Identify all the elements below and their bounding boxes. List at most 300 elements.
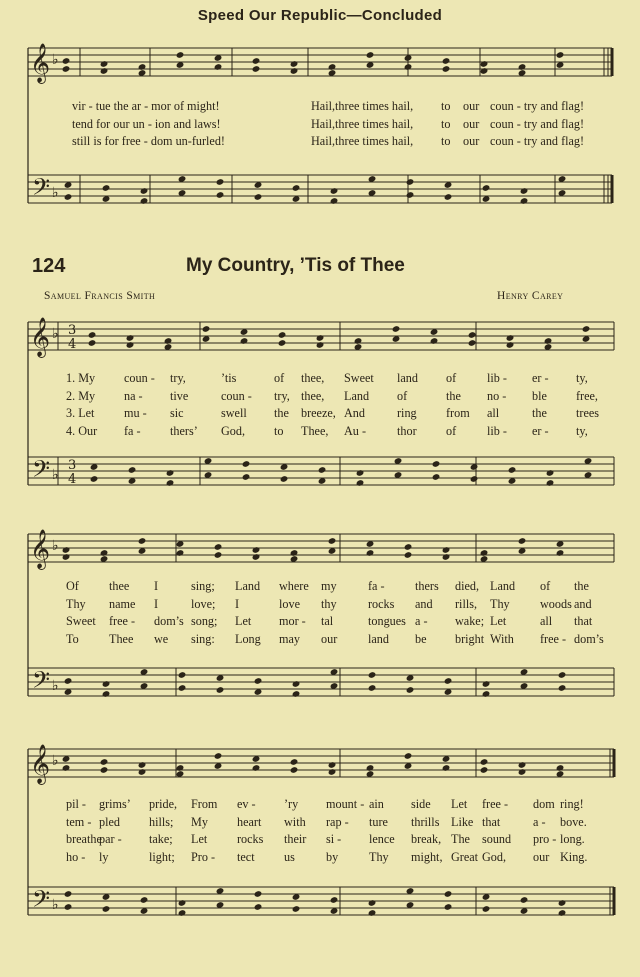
lyric-syllable: coun - bbox=[124, 371, 155, 385]
lyric-syllable: coun - try and flag! bbox=[490, 116, 585, 131]
lyric-line bbox=[0, 390, 640, 404]
note-head bbox=[254, 890, 263, 898]
lyric-syllable: ring! bbox=[560, 797, 584, 811]
note-head bbox=[214, 752, 223, 760]
note-head bbox=[368, 671, 377, 679]
note-head bbox=[366, 549, 375, 557]
lyric-syllable: rap - bbox=[326, 814, 349, 829]
lyric-syllable: Great bbox=[451, 849, 479, 864]
lyric-syllable: thee bbox=[109, 579, 130, 593]
note-head bbox=[480, 758, 489, 766]
note-head bbox=[100, 766, 109, 774]
note-head bbox=[442, 553, 451, 561]
bass-clef-icon: 𝄢 bbox=[32, 455, 51, 488]
lyric-syllable: thrills bbox=[411, 814, 440, 829]
note-head bbox=[356, 479, 365, 487]
lyric-line bbox=[0, 407, 640, 421]
lyric-syllable: rocks bbox=[237, 832, 264, 846]
lyric-syllable: our bbox=[321, 631, 338, 646]
lyric-syllable: er - bbox=[532, 371, 549, 385]
note-head bbox=[442, 764, 451, 772]
lyric-syllable: from bbox=[446, 406, 470, 420]
note-head bbox=[216, 178, 225, 186]
lyric-syllable: dom’s bbox=[574, 631, 604, 646]
flat-key-signature-icon: ♭ bbox=[52, 467, 59, 483]
note-head bbox=[404, 752, 413, 760]
note-head bbox=[480, 60, 489, 68]
note-head bbox=[242, 473, 251, 481]
lyric-syllable: tend for our un - ion and laws! bbox=[72, 116, 221, 131]
lyric-syllable: The bbox=[451, 832, 470, 846]
note-head bbox=[100, 60, 109, 68]
note-head bbox=[138, 761, 147, 769]
note-head bbox=[328, 537, 337, 545]
note-head bbox=[442, 546, 451, 554]
lyric-syllable: swell bbox=[221, 406, 247, 420]
note-head bbox=[242, 460, 251, 468]
lyric-syllable: free - bbox=[482, 797, 509, 811]
note-head bbox=[62, 57, 71, 65]
lyric-syllable: fa - bbox=[368, 579, 385, 593]
lyric-syllable: Let bbox=[451, 797, 468, 811]
note-head bbox=[166, 469, 175, 477]
lyric-syllable: song; bbox=[191, 614, 218, 628]
note-head bbox=[480, 67, 489, 75]
note-head bbox=[392, 325, 401, 333]
lyric-syllable: Thee bbox=[109, 631, 134, 646]
lyric-syllable: love bbox=[279, 596, 300, 611]
note-head bbox=[64, 193, 73, 201]
note-head bbox=[366, 51, 375, 59]
note-head bbox=[520, 896, 529, 904]
lyric-syllable: Thy bbox=[66, 596, 86, 611]
lyric-syllable: sing: bbox=[191, 631, 215, 646]
lyric-syllable: Thy bbox=[369, 849, 389, 864]
note-head bbox=[444, 677, 453, 685]
note-head bbox=[356, 469, 365, 477]
bass-clef-icon: 𝄢 bbox=[32, 173, 51, 206]
lyric-line bbox=[0, 833, 640, 847]
treble-clef-icon: 𝄞 bbox=[30, 529, 51, 569]
note-head bbox=[290, 766, 299, 774]
lyric-syllable: God, bbox=[482, 849, 507, 864]
note-head bbox=[138, 63, 147, 71]
lyric-syllable: I bbox=[154, 579, 159, 593]
note-head bbox=[292, 690, 301, 698]
note-head bbox=[214, 551, 223, 559]
lyric-syllable: all bbox=[540, 614, 553, 628]
note-head bbox=[216, 191, 225, 199]
note-head bbox=[292, 680, 301, 688]
lyric-syllable: that bbox=[574, 614, 593, 628]
lyric-syllable: sing; bbox=[191, 579, 215, 593]
lyric-syllable: the bbox=[446, 388, 461, 403]
lyric-syllable: our bbox=[463, 116, 480, 131]
lyric-syllable: Hail,three times hail, bbox=[311, 99, 414, 113]
note-head bbox=[480, 549, 489, 557]
lyric-syllable: the bbox=[574, 579, 589, 593]
lyric-syllable: our bbox=[533, 849, 550, 864]
lyric-syllable: lence bbox=[369, 832, 395, 846]
lyric-syllable: na - bbox=[124, 388, 143, 403]
lyric-syllable: pro - bbox=[533, 832, 557, 846]
lyric-syllable: try, bbox=[274, 388, 290, 403]
lyric-syllable: mu - bbox=[124, 406, 147, 420]
hymn-title: My Country, ’Tis of Thee bbox=[186, 255, 405, 276]
note-head bbox=[508, 466, 517, 474]
note-head bbox=[328, 768, 337, 776]
note-head bbox=[290, 60, 299, 68]
lyric-syllable: My bbox=[191, 814, 208, 829]
lyric-syllable: light; bbox=[149, 849, 175, 864]
lyric-syllable: mount - bbox=[326, 797, 365, 811]
note-head bbox=[444, 890, 453, 898]
lyric-syllable: free - bbox=[540, 631, 567, 646]
note-head bbox=[506, 341, 515, 349]
note-head bbox=[368, 899, 377, 907]
lyric-syllable: be bbox=[415, 631, 427, 646]
lyric-syllable: dom bbox=[533, 797, 555, 811]
note-head bbox=[482, 680, 491, 688]
note-head bbox=[404, 63, 413, 71]
lyric-syllable: all bbox=[487, 406, 500, 420]
note-head bbox=[558, 909, 567, 917]
lyric-syllable: 3. Let bbox=[66, 406, 95, 420]
note-head bbox=[518, 768, 527, 776]
lyric-syllable: of bbox=[540, 579, 551, 593]
lyric-syllable: sound bbox=[482, 832, 512, 846]
note-head bbox=[404, 543, 413, 551]
hymn-number: 124 bbox=[32, 255, 66, 277]
lyric-syllable: of bbox=[397, 388, 408, 403]
lyric-syllable: bove. bbox=[560, 814, 587, 829]
lyric-syllable: pride, bbox=[149, 797, 178, 811]
note-head bbox=[330, 187, 339, 195]
note-head bbox=[406, 686, 415, 694]
note-head bbox=[178, 899, 187, 907]
note-head bbox=[292, 905, 301, 913]
composer-credit: Henry Carey bbox=[497, 290, 564, 302]
lyric-syllable: land bbox=[368, 631, 389, 646]
lyric-syllable: I bbox=[154, 596, 159, 611]
note-head bbox=[202, 325, 211, 333]
bass-clef-icon: 𝄢 bbox=[32, 666, 51, 699]
note-head bbox=[178, 684, 187, 692]
note-head bbox=[290, 549, 299, 557]
note-head bbox=[442, 57, 451, 65]
note-head bbox=[278, 331, 287, 339]
lyric-line bbox=[0, 633, 640, 647]
lyric-syllable: par - bbox=[99, 832, 122, 846]
lyric-syllable: Au - bbox=[344, 423, 367, 438]
note-head bbox=[280, 475, 289, 483]
lyric-syllable: my bbox=[321, 579, 337, 593]
lyric-syllable: love; bbox=[191, 596, 216, 611]
lyric-syllable: hills; bbox=[149, 814, 174, 829]
lyric-syllable: Let bbox=[490, 614, 507, 628]
flat-key-signature-icon: ♭ bbox=[52, 678, 59, 694]
note-head bbox=[62, 553, 71, 561]
note-head bbox=[254, 677, 263, 685]
note-head bbox=[558, 671, 567, 679]
lyric-syllable: thers’ bbox=[170, 423, 198, 438]
lyric-syllable: that bbox=[482, 814, 501, 829]
lyric-syllable: Sweet bbox=[344, 371, 374, 385]
note-head bbox=[316, 341, 325, 349]
treble-clef-icon: 𝄞 bbox=[30, 744, 51, 784]
lyric-line bbox=[0, 100, 640, 114]
lyric-syllable: rills, bbox=[455, 596, 478, 611]
lyric-line bbox=[0, 598, 640, 612]
lyric-syllable: to bbox=[441, 99, 451, 113]
note-head bbox=[582, 325, 591, 333]
lyric-syllable: thor bbox=[397, 423, 417, 438]
lyric-syllable: mor - bbox=[279, 614, 306, 628]
flat-key-signature-icon: ♭ bbox=[52, 753, 59, 769]
lyric-syllable: died, bbox=[455, 579, 480, 593]
note-head bbox=[328, 63, 337, 71]
lyric-syllable: ho - bbox=[66, 849, 86, 864]
note-head bbox=[90, 475, 99, 483]
lyric-syllable: Thy bbox=[490, 596, 510, 611]
lyric-syllable: Pro - bbox=[191, 849, 216, 864]
lyric-line bbox=[0, 851, 640, 865]
note-head bbox=[100, 67, 109, 75]
note-head bbox=[480, 766, 489, 774]
note-head bbox=[406, 191, 415, 199]
note-head bbox=[252, 65, 261, 73]
lyric-syllable: God, bbox=[221, 423, 246, 438]
note-head bbox=[126, 334, 135, 342]
lyric-syllable: name bbox=[109, 596, 136, 611]
note-head bbox=[330, 197, 339, 205]
note-head bbox=[468, 339, 477, 347]
lyric-syllable: And bbox=[344, 406, 365, 420]
lyric-syllable: no - bbox=[487, 388, 507, 403]
note-head bbox=[406, 178, 415, 186]
lyric-syllable: Let bbox=[191, 832, 208, 846]
note-head bbox=[176, 549, 185, 557]
lyric-syllable: 2. My bbox=[66, 388, 96, 403]
note-head bbox=[100, 758, 109, 766]
note-head bbox=[482, 905, 491, 913]
lyric-syllable: where bbox=[279, 579, 309, 593]
lyric-syllable: of bbox=[274, 371, 285, 385]
lyric-syllable: si - bbox=[326, 832, 342, 846]
lyric-syllable: lib - bbox=[487, 371, 507, 385]
lyric-line bbox=[0, 135, 640, 149]
lyric-syllable: and bbox=[574, 596, 592, 611]
lyric-syllable: to bbox=[441, 116, 451, 131]
lyric-syllable: King. bbox=[560, 849, 588, 864]
note-head bbox=[216, 686, 225, 694]
note-head bbox=[546, 469, 555, 477]
lyric-syllable: take; bbox=[149, 832, 173, 846]
lyric-syllable: long. bbox=[560, 832, 585, 846]
note-head bbox=[328, 761, 337, 769]
lyric-syllable: Land bbox=[235, 579, 261, 593]
note-head bbox=[506, 334, 515, 342]
note-head bbox=[546, 479, 555, 487]
note-head bbox=[88, 331, 97, 339]
lyric-line bbox=[0, 372, 640, 386]
lyric-syllable: free, bbox=[576, 388, 598, 403]
note-head bbox=[444, 193, 453, 201]
note-head bbox=[166, 479, 175, 487]
lyric-syllable: wake; bbox=[455, 614, 485, 628]
lyric-syllable: pled bbox=[99, 814, 120, 829]
lyric-syllable: with bbox=[284, 814, 306, 829]
note-head bbox=[278, 339, 287, 347]
continued-hymn-header: Speed Our Republic—Concluded bbox=[197, 7, 443, 24]
note-head bbox=[176, 764, 185, 772]
lyric-syllable: of bbox=[446, 371, 457, 385]
lyric-syllable: may bbox=[279, 631, 300, 646]
note-head bbox=[140, 197, 149, 205]
note-head bbox=[482, 690, 491, 698]
note-head bbox=[62, 546, 71, 554]
note-head bbox=[100, 549, 109, 557]
lyric-syllable: With bbox=[490, 631, 514, 646]
note-head bbox=[102, 690, 111, 698]
lyric-syllable: breathe bbox=[66, 832, 102, 846]
lyric-syllable: the bbox=[274, 406, 289, 420]
note-head bbox=[558, 684, 567, 692]
lyricist-credit: Samuel Francis Smith bbox=[44, 290, 156, 302]
time-signature-top: 3 bbox=[68, 458, 77, 473]
note-head bbox=[138, 768, 147, 776]
lyric-syllable: lib - bbox=[487, 423, 507, 438]
lyric-syllable: coun - try and flag! bbox=[490, 99, 585, 113]
lyric-syllable: tal bbox=[321, 614, 334, 628]
lyric-syllable: Of bbox=[66, 579, 79, 593]
note-head bbox=[544, 337, 553, 345]
lyric-syllable: might, bbox=[411, 849, 443, 864]
flat-key-signature-icon: ♭ bbox=[52, 52, 59, 68]
lyric-syllable: coun - bbox=[221, 388, 252, 403]
lyric-syllable: woods bbox=[540, 596, 572, 611]
lyric-syllable: thy bbox=[321, 596, 337, 611]
note-head bbox=[138, 537, 147, 545]
note-head bbox=[164, 337, 173, 345]
note-head bbox=[556, 549, 565, 557]
lyric-syllable: a - bbox=[533, 814, 546, 829]
flat-key-signature-icon: ♭ bbox=[52, 326, 59, 342]
note-head bbox=[252, 57, 261, 65]
lyric-syllable: bright bbox=[455, 631, 485, 646]
lyric-syllable: free - bbox=[109, 614, 136, 628]
note-head bbox=[444, 903, 453, 911]
lyric-syllable: rocks bbox=[368, 596, 395, 611]
lyric-syllable: land bbox=[397, 371, 418, 385]
lyric-syllable: Thee, bbox=[301, 423, 329, 438]
note-head bbox=[176, 51, 185, 59]
note-head bbox=[64, 677, 73, 685]
lyric-syllable: tongues bbox=[368, 614, 406, 628]
note-head bbox=[62, 65, 71, 73]
note-head bbox=[556, 764, 565, 772]
note-head bbox=[102, 905, 111, 913]
note-head bbox=[442, 65, 451, 73]
lyric-syllable: we bbox=[154, 631, 169, 646]
lyric-syllable: the bbox=[532, 406, 547, 420]
note-head bbox=[558, 899, 567, 907]
lyric-syllable: dom’s bbox=[154, 614, 184, 628]
lyric-syllable: our bbox=[463, 99, 480, 113]
lyric-syllable: er - bbox=[532, 423, 549, 438]
lyric-syllable: tect bbox=[237, 849, 255, 864]
lyric-syllable: ’tis bbox=[221, 371, 237, 385]
lyric-syllable: fa - bbox=[124, 423, 141, 438]
note-head bbox=[482, 184, 491, 192]
note-head bbox=[318, 466, 327, 474]
lyric-syllable: 1. My bbox=[66, 371, 96, 385]
note-head bbox=[518, 63, 527, 71]
lyric-syllable: side bbox=[411, 797, 431, 811]
note-head bbox=[140, 896, 149, 904]
lyric-syllable: ty, bbox=[576, 423, 588, 438]
lyric-syllable: to bbox=[441, 134, 451, 148]
note-head bbox=[432, 473, 441, 481]
note-head bbox=[354, 337, 363, 345]
lyric-syllable: ture bbox=[369, 814, 388, 829]
note-head bbox=[102, 680, 111, 688]
lyric-syllable: Like bbox=[451, 814, 474, 829]
note-head bbox=[102, 184, 111, 192]
lyric-syllable: Let bbox=[235, 614, 252, 628]
time-signature-bottom: 4 bbox=[68, 337, 77, 352]
note-head bbox=[404, 551, 413, 559]
note-head bbox=[430, 337, 439, 345]
note-head bbox=[330, 896, 339, 904]
note-head bbox=[88, 339, 97, 347]
lyric-syllable: us bbox=[284, 849, 295, 864]
note-head bbox=[316, 334, 325, 342]
bass-clef-icon: 𝄢 bbox=[32, 885, 51, 918]
lyric-syllable: 4. Our bbox=[66, 423, 98, 438]
note-head bbox=[140, 187, 149, 195]
note-head bbox=[366, 764, 375, 772]
note-head bbox=[214, 63, 223, 71]
lyric-syllable: breeze, bbox=[301, 406, 336, 420]
lyric-syllable: ’ry bbox=[284, 797, 299, 811]
lyric-syllable: by bbox=[326, 849, 339, 864]
lyric-syllable: still is for free - dom un-furled! bbox=[72, 134, 225, 148]
note-head bbox=[240, 337, 249, 345]
lyric-syllable: thee, bbox=[301, 371, 325, 385]
lyric-syllable: Land bbox=[490, 579, 516, 593]
note-head bbox=[252, 764, 261, 772]
note-head bbox=[518, 537, 527, 545]
note-head bbox=[128, 466, 137, 474]
lyric-syllable: grims’ bbox=[99, 797, 131, 811]
note-head bbox=[290, 67, 299, 75]
lyric-syllable: to bbox=[274, 423, 284, 438]
note-head bbox=[518, 761, 527, 769]
flat-key-signature-icon: ♭ bbox=[52, 538, 59, 554]
note-head bbox=[368, 684, 377, 692]
lyric-syllable: their bbox=[284, 832, 307, 846]
lyric-syllable: ain bbox=[369, 797, 384, 811]
time-signature-top: 3 bbox=[68, 323, 77, 338]
lyric-syllable: trees bbox=[576, 406, 600, 420]
note-head bbox=[64, 890, 73, 898]
treble-clef-icon: 𝄞 bbox=[30, 43, 51, 83]
note-head bbox=[432, 460, 441, 468]
note-head bbox=[254, 903, 263, 911]
lyric-syllable: tive bbox=[170, 388, 189, 403]
note-head bbox=[62, 764, 71, 772]
